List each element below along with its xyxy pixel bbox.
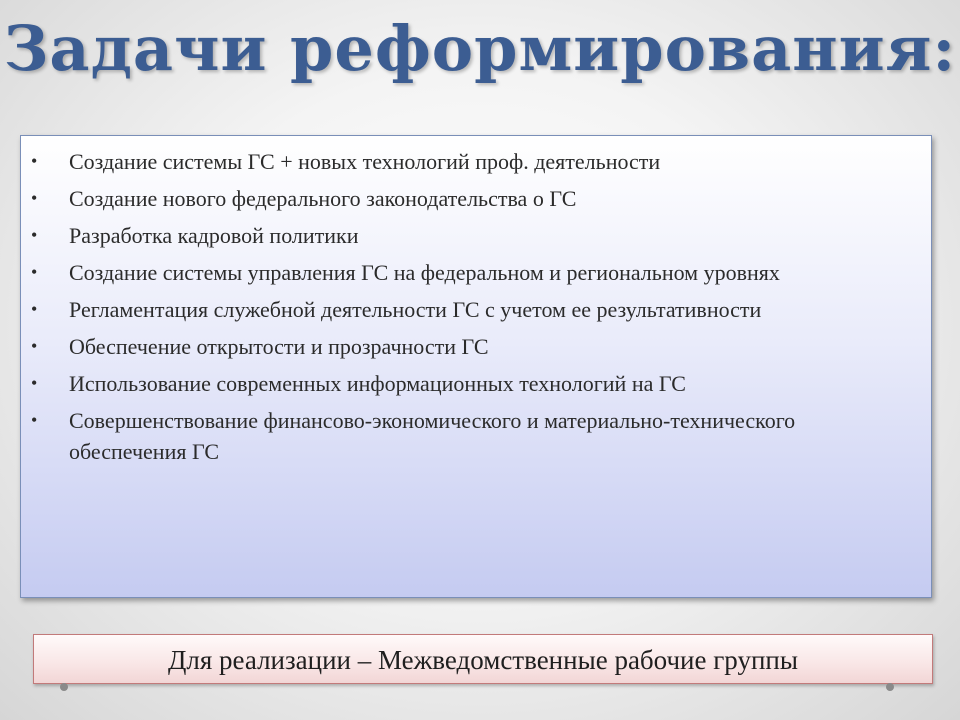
bullet-icon: • (31, 373, 38, 393)
task-text: Обеспечение открытости и прозрачности ГС (69, 334, 489, 359)
task-item (21, 368, 917, 399)
task-item (21, 257, 917, 288)
slide-title: Задачи реформирования: (3, 12, 957, 85)
bullet-icon: • (31, 410, 38, 430)
task-item (21, 146, 917, 177)
task-text: Создание нового федерального законодательства о ГС (69, 186, 577, 211)
task-item (21, 405, 917, 467)
tasks-box (20, 135, 932, 598)
task-text: Использование современных информационных технологий на ГС (69, 371, 686, 396)
task-text: Создание системы ГС + новых технологий проф. деятельности (69, 149, 661, 174)
task-text: Создание системы управления ГС на федеральном и региональном уровнях (69, 260, 780, 285)
task-text: Регламентация служебной деятельности ГС с учетом ее результативности (69, 297, 762, 322)
task-item (21, 331, 917, 362)
bullet-icon: • (31, 188, 38, 208)
corner-dot-left (60, 683, 68, 691)
bullet-icon: • (31, 225, 38, 245)
bullet-icon: • (31, 299, 38, 319)
footer-note: Для реализации – Межведомственные рабочие группы (33, 634, 933, 684)
task-text: Разработка кадровой политики (69, 223, 359, 248)
bullet-icon: • (31, 151, 38, 171)
task-text: Совершенствование финансово-экономического и материально-технического обеспечения ГС (69, 408, 796, 464)
corner-dot-right (886, 683, 894, 691)
task-item (21, 220, 917, 251)
bullet-icon: • (31, 336, 38, 356)
bullet-icon: • (31, 262, 38, 282)
tasks-list (21, 136, 931, 467)
task-item (21, 294, 917, 325)
task-item (21, 183, 917, 214)
